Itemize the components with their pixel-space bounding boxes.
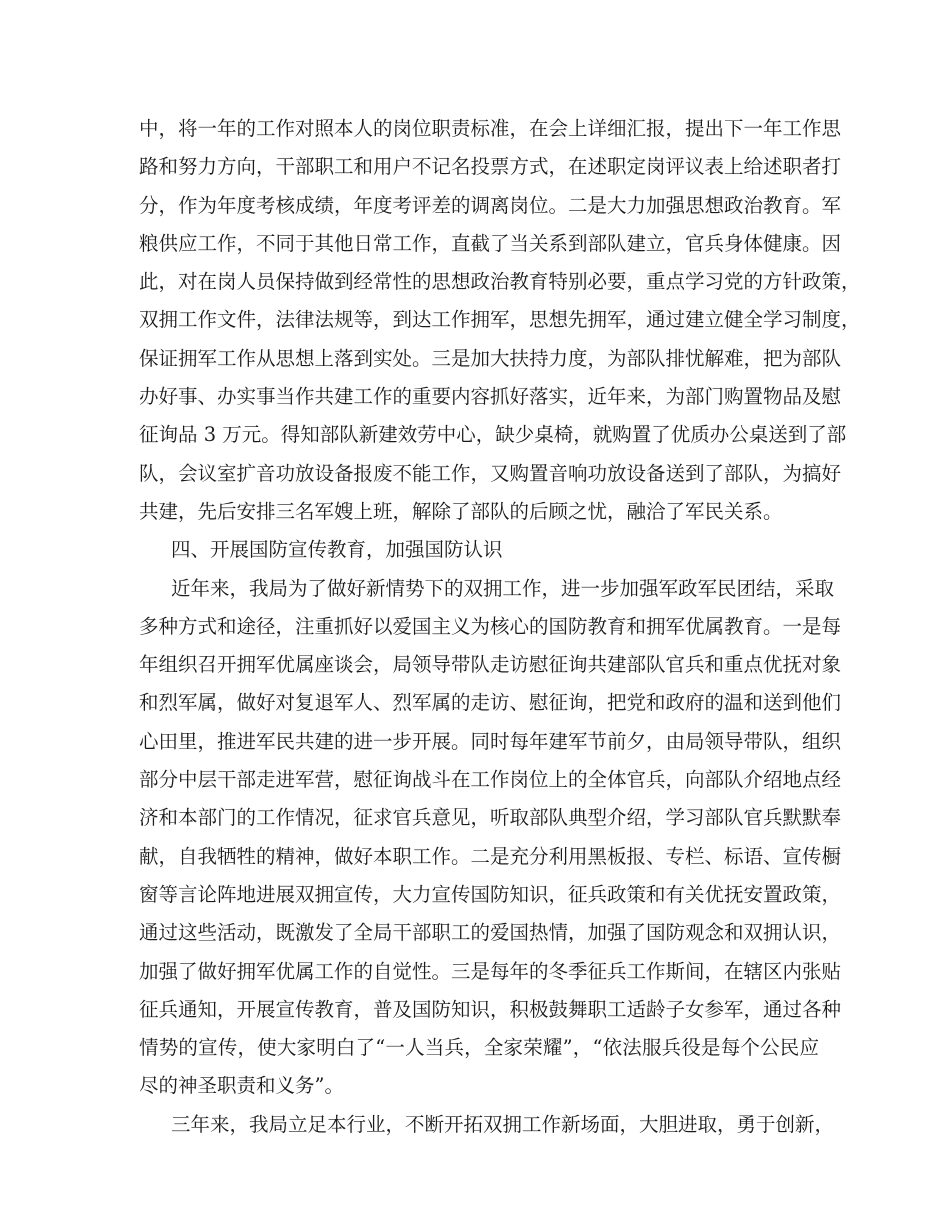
text-line: 年组织召开拥军优属座谈会，局领导带队走访慰征询共建部队官兵和重点优抚对象 [139, 653, 842, 677]
text-line: 和烈军属，做好对复退军人、烈军属的走访、慰征询，把党和政府的温和送到他们 [139, 691, 842, 715]
text-line: 多种方式和途径，注重抓好以爱国主义为核心的国防教育和拥军优属教育。一是每 [139, 614, 842, 638]
text-line: 双拥工作文件，法律法规等，到达工作拥军，思想先拥军，通过建立健全学习制度， [139, 308, 861, 332]
text-line: 加强了做好拥军优属工作的自觉性。三是每年的冬季征兵工作斯间，在辖区内张贴 [139, 959, 842, 983]
text-line: 办好事、办实事当作共建工作的重要内容抓好落实，近年来，为部门购置物品及慰 [139, 385, 842, 409]
text-line: 通过这些活动，既激发了全局干部职工的爱国热情，加强了国防观念和双拥认识， [139, 921, 842, 945]
body-text [139, 110, 861, 1144]
text-line: 共建，先后安排三名军嫂上班，解除了部队的后顾之忧，融洽了军民关系。 [139, 499, 783, 523]
text-line: 心田里，推进军民共建的进一步开展。同时每年建军节前夕，由局领导带队，组织 [139, 729, 842, 753]
text-line: 路和努力方向，干部职工和用户不记名投票方式，在述职定岗评议表上给述职者打 [139, 155, 842, 179]
text-line: 此，对在岗人员保持做到经常性的思想政治教育特别必要，重点学习党的方针政策， [139, 270, 861, 294]
text-line: 中，将一年的工作对照本人的岗位职责标准，在会上详细汇报，提出下一年工作思 [139, 117, 842, 140]
text-line: 保证拥军工作从思想上落到实处。三是加大扶持力度，为部队排忧解难，把为部队 [139, 346, 842, 370]
text-line: 征询品 3 万元。得知部队新建效劳中心，缺少桌椅，就购置了优质办公桌送到了部 [139, 423, 847, 447]
text-line: 情势的宣传，使大家明白了“一人当兵，全家荣耀”，“依法服兵役是每个公民应 [139, 1036, 819, 1060]
text-line: 济和本部门的工作情况，征求官兵意见，听取部队典型介绍，学习部队官兵默默奉 [139, 806, 842, 830]
text-line: 部分中层干部走进军营，慰征询战斗在工作岗位上的全体官兵，向部队介绍地点经 [139, 768, 842, 792]
text-line: 尽的神圣职责和义务”。 [139, 1074, 344, 1098]
text-line: 近年来，我局为了做好新情势下的双拥工作，进一步加强军政军民团结，采取 [171, 576, 835, 600]
text-line: 三年来，我局立足本行业，不断开拓双拥工作新场面，大胆进取，勇于创新， [171, 1112, 835, 1136]
text-line: 献，自我牺牲的精神，做好本职工作。二是充分利用黑板报、专栏、标语、宣传橱 [139, 844, 842, 868]
section-heading: 四、开展国防宣传教育，加强国防认识 [171, 538, 503, 562]
text-line: 征兵通知，开展宣传教育，普及国防知识，积极鼓舞职工适龄子女参军，通过各种 [139, 997, 842, 1021]
text-line: 队，会议室扩音功放设备报废不能工作，又购置音响功放设备送到了部队，为搞好 [139, 461, 842, 485]
text-line: 粮供应工作，不同于其他日常工作，直截了当关系到部队建立，官兵身体健康。因 [139, 231, 842, 255]
text-line: 分，作为年度考核成绩，年度考评差的调离岗位。二是大力加强思想政治教育。军 [139, 193, 842, 217]
text-line: 窗等言论阵地进展双拥宣传，大力宣传国防知识，征兵政策和有关优抚安置政策， [139, 882, 842, 906]
